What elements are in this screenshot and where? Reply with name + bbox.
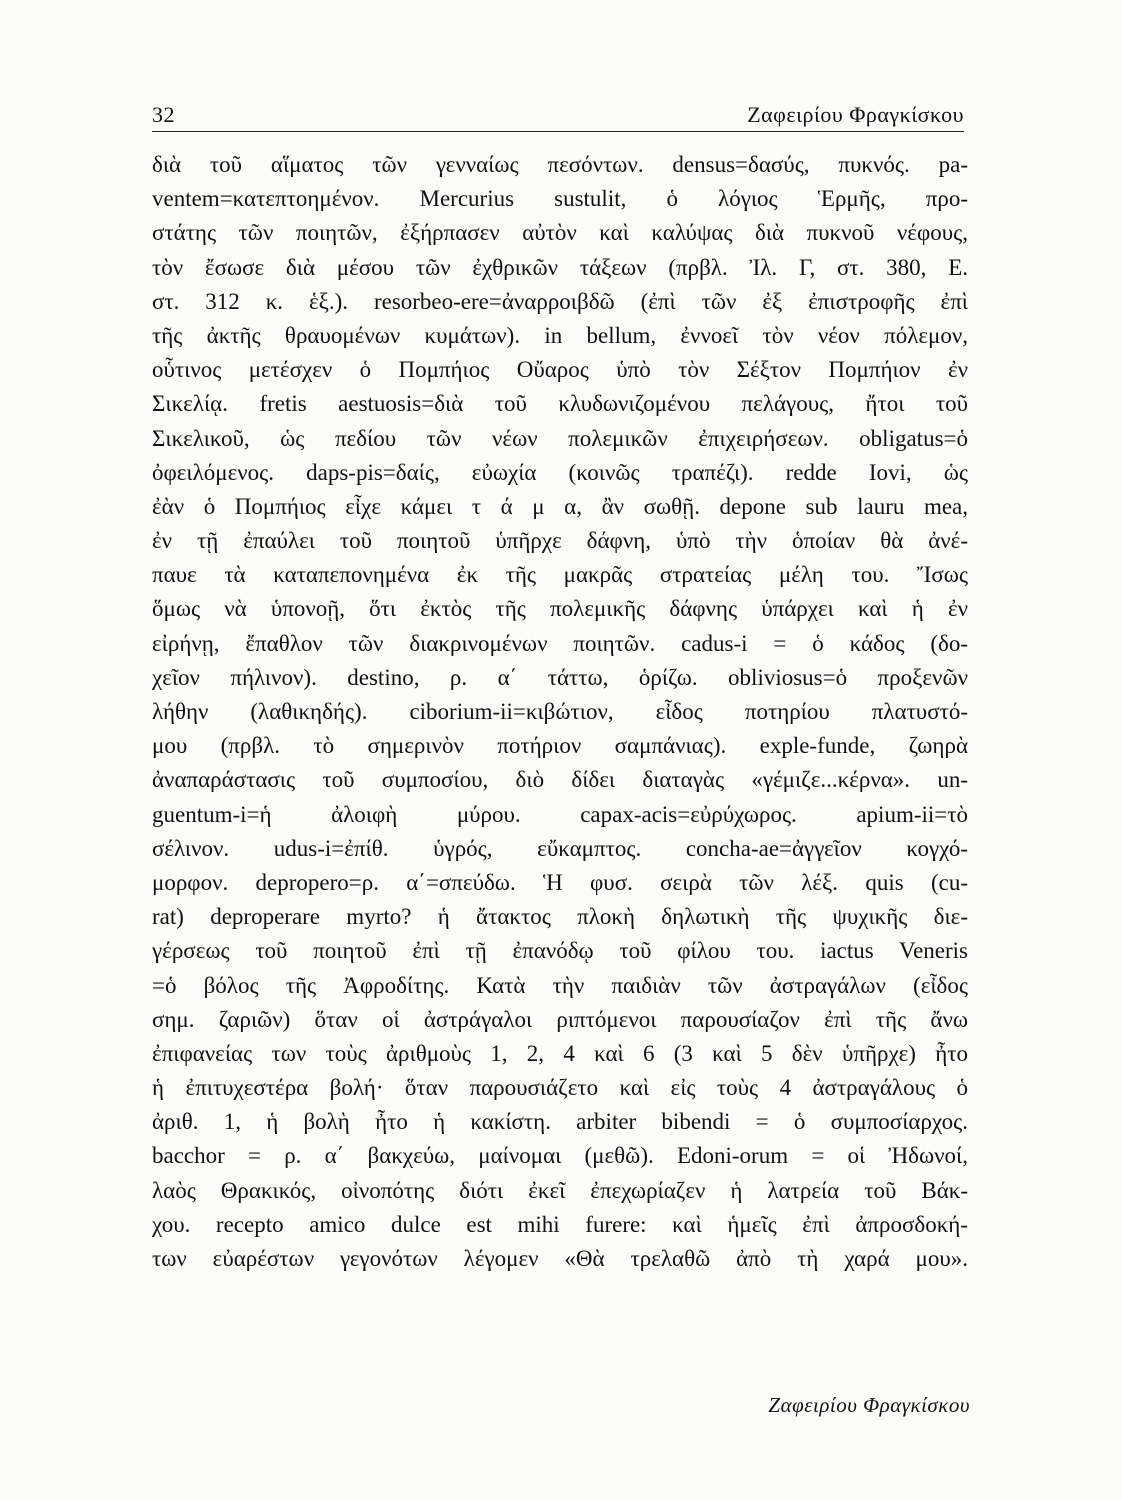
text-line: guentum-i=ἡ ἀλοιφὴ μύρου. capax-acis=εὐρύχωρος. apium-ii=τὸ bbox=[152, 801, 968, 827]
text-line: χεῖον πήλινον). destino, ρ. α΄ τάττω, ὁρίζω. obliviosus=ὁ προξενῶν bbox=[152, 664, 968, 690]
author-signature: Ζαφειρίου Φραγκίσκου bbox=[768, 1393, 970, 1417]
text-line: ὅμως νὰ ὑπονοῇ, ὅτι ἐκτὸς τῆς πολεμικῆς δάφνης ὑπάρχει καὶ ἡ ἐν bbox=[152, 596, 968, 622]
text-line: bacchor = ρ. α΄ βακχεύω, μαίνομαι (μεθῶ). Edoni-orum = οἱ Ἠδωνοί, bbox=[152, 1143, 968, 1169]
text-line: ἀναπαράστασις τοῦ συμποσίου, διὸ δίδει διαταγὰς «γέμιζε...κέρνα». un- bbox=[152, 767, 968, 793]
text-line: στ. 312 κ. ἑξ.). resorbeo-ere=ἀναρροιβδῶ (ἐπὶ τῶν ἐξ ἐπιστροφῆς ἐπὶ bbox=[152, 288, 968, 314]
text-line: τὸν ἔσωσε διὰ μέσου τῶν ἐχθρικῶν τάξεων (πρβλ. Ἰλ. Γ, στ. 380, Ε. bbox=[152, 254, 968, 280]
text-line: εἰρήνῃ, ἔπαθλον τῶν διακρινομένων ποιητῶν. cadus-i = ὁ κάδος (δο- bbox=[152, 630, 968, 656]
text-line: διὰ τοῦ αἵματος τῶν γενναίως πεσόντων. densus=δασύς, πυκνός. pa- bbox=[152, 152, 968, 177]
text-line: τῆς ἀκτῆς θραυομένων κυμάτων). in bellum, ἐννοεῖ τὸν νέον πόλεμον, bbox=[152, 322, 968, 348]
text-line: ἐπιφανείας των τοὺς ἀριθμοὺς 1, 2, 4 καὶ 6 (3 καὶ 5 δὲν ὑπῆρχε) ἦτο bbox=[152, 1040, 968, 1066]
text-line: ἡ ἐπιτυχεστέρα βολή· ὅταν παρουσιάζετο καὶ εἰς τοὺς 4 ἀστραγάλους ὁ bbox=[152, 1075, 968, 1101]
running-head bbox=[152, 96, 964, 130]
text-line: λαὸς Θρακικός, οἰνοπότης διότι ἐκεῖ ἐπεχωρίαζεν ἡ λατρεία τοῦ Βάκ- bbox=[152, 1177, 968, 1203]
text-line: οὗτινος μετέσχεν ὁ Πομπήιος Οὔαρος ὑπὸ τὸν Σέξτον Πομπήιον ἐν bbox=[152, 357, 968, 383]
running-head-title: Ζαφειρίου Φραγκίσκου bbox=[747, 102, 964, 127]
text-line: χου. recepto amico dulce est mihi furere: καὶ ἡμεῖς ἐπὶ ἀπροσδοκή- bbox=[152, 1211, 968, 1237]
header-rule bbox=[152, 131, 964, 132]
text-line: Σικελικοῦ, ὡς πεδίου τῶν νέων πολεμικῶν ἐπιχειρήσεων. obligatus=ὁ bbox=[152, 425, 968, 451]
commentary-text bbox=[152, 148, 968, 1276]
text-line: παυε τὰ καταπεπονημένα ἐκ τῆς μακρᾶς στρατείας μέλη του. Ἴσως bbox=[152, 562, 968, 588]
text-line: rat) deproperare myrto? ἡ ἄτακτος πλοκὴ δηλωτικὴ τῆς ψυχικῆς διε- bbox=[152, 904, 968, 930]
text-line: ὀφειλόμενος. daps-pis=δαίς, εὐωχία (κοινῶς τραπέζι). redde Iovi, ὡς bbox=[152, 459, 968, 485]
text-line: ἐν τῇ ἐπαύλει τοῦ ποιητοῦ ὑπῆρχε δάφνη, ὑπὸ τὴν ὁποίαν θὰ ἀνέ- bbox=[152, 528, 968, 554]
text-line: ἐὰν ὁ Πομπήιος εἶχε κάμει τ ά μ α, ἂν σωθῇ. depone sub lauru mea, bbox=[152, 493, 968, 519]
text-line: ventem=κατεπτοημένον. Mercurius sustulit, ὁ λόγιος Ἑρμῆς, προ- bbox=[152, 186, 968, 212]
text-line: μορφον. depropero=ρ. α΄=σπεύδω. Ἡ φυσ. σειρὰ τῶν λέξ. quis (cu- bbox=[152, 869, 968, 895]
text-line: μου (πρβλ. τὸ σημερινὸν ποτήριον σαμπάνιας). exple-funde, ζωηρὰ bbox=[152, 733, 968, 759]
text-line: =ὁ βόλος τῆς Ἀφροδίτης. Κατὰ τὴν παιδιὰν τῶν ἀστραγάλων (εἶδος bbox=[152, 972, 968, 998]
text-line: ἀριθ. 1, ἡ βολὴ ἦτο ἡ κακίστη. arbiter bibendi = ὁ συμποσίαρχος. bbox=[152, 1109, 968, 1135]
page-number: 32 bbox=[152, 102, 175, 127]
text-line: στάτης τῶν ποιητῶν, ἐξήρπασεν αὐτὸν καὶ καλύψας διὰ πυκνοῦ νέφους, bbox=[152, 220, 968, 246]
text-line: σημ. ζαριῶν) ὅταν οἱ ἀστράγαλοι ριπτόμενοι παρουσίαζον ἐπὶ τῆς ἄνω bbox=[152, 1006, 968, 1032]
text-line: γέρσεως τοῦ ποιητοῦ ἐπὶ τῇ ἐπανόδῳ τοῦ φίλου του. iactus Veneris bbox=[152, 938, 968, 964]
text-line: των εὐαρέστων γεγονότων λέγομεν «Θὰ τρελαθῶ ἀπὸ τὴ χαρά μου». bbox=[152, 1246, 968, 1271]
text-line: λήθην (λαθικηδής). ciborium-ii=κιβώτιον, εἶδος ποτηρίου πλατυστό- bbox=[152, 699, 968, 724]
text-line: Σικελίᾳ. fretis aestuosis=διὰ τοῦ κλυδωνιζομένου πελάγους, ἤτοι τοῦ bbox=[152, 391, 968, 417]
text-line: σέλινον. udus-i=ἐπίθ. ὑγρός, εὔκαμπτος. concha-ae=ἀγγεῖον κογχό- bbox=[152, 835, 968, 861]
